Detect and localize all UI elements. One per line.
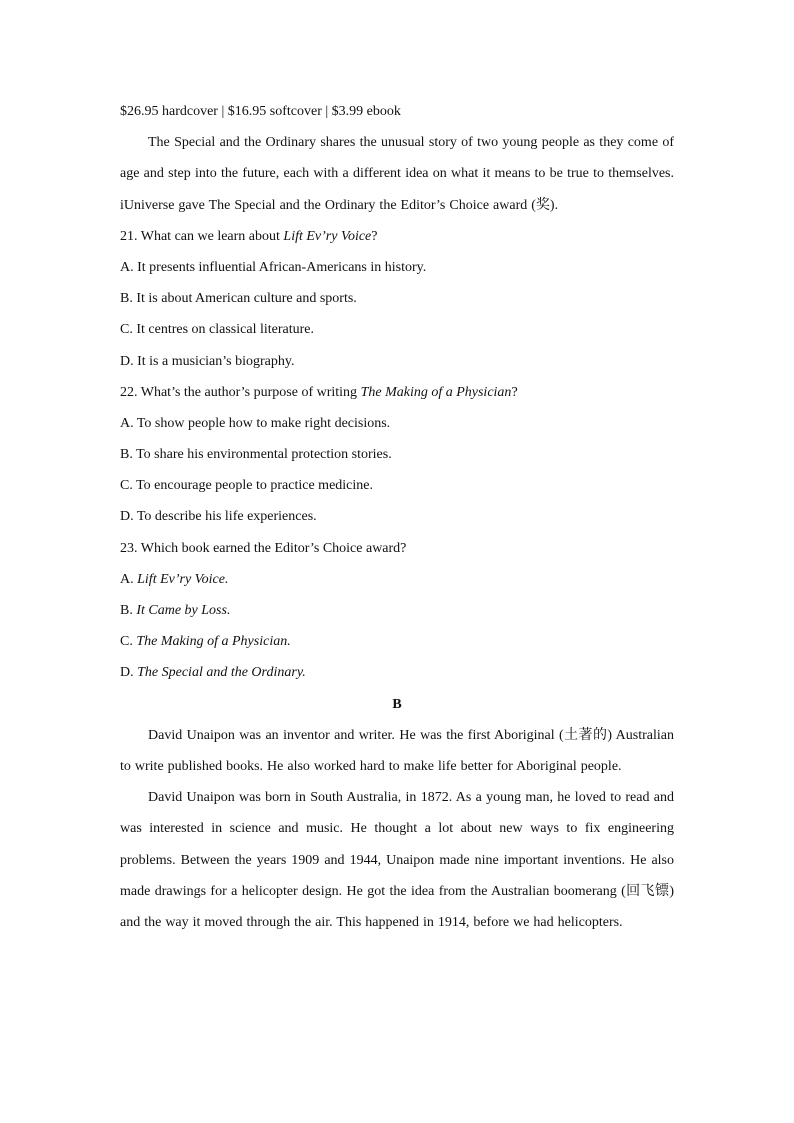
question-22-stem — [120, 377, 674, 408]
question-21-stem — [120, 221, 674, 252]
question-21-option-a: A. It presents influential African-Americans in history. — [120, 259, 427, 275]
question-21-book-title: Lift Ev’ry Voice — [283, 228, 372, 244]
option-title: The Making of a Physician. — [136, 634, 291, 650]
question-21-option-c: C. It centres on classical literature. — [120, 322, 314, 338]
option-letter: C. — [120, 634, 137, 650]
option-title: The Special and the Ordinary. — [137, 665, 306, 681]
document-page — [120, 96, 674, 938]
option-title: Lift Ev’ry Voice. — [137, 571, 229, 587]
option-letter: A. — [120, 571, 138, 587]
question-23-option-b — [120, 595, 674, 626]
question-21-stem-text: 21. What can we learn about — [120, 228, 284, 244]
option-letter: D. — [120, 665, 138, 681]
question-22-option-a: A. To show people how to make right decisions. — [120, 415, 391, 431]
question-21-option-d: D. It is a musician’s biography. — [120, 353, 295, 369]
option-title: It Came by Loss. — [136, 603, 231, 619]
question-21-stem-end: ? — [371, 228, 378, 244]
option-letter: B. — [120, 603, 137, 619]
question-22-stem-end: ? — [511, 384, 518, 400]
question-22-stem-text: 22. What’s the author’s purpose of writing — [120, 384, 361, 400]
question-22-option-c: C. To encourage people to practice medicine. — [120, 478, 373, 494]
unaipon-paragraph-2: David Unaipon was born in South Australia, in 1872. As a young man, he loved to read and was interested in science and music. He thought a lot about new ways to fix engineering problems. Between the years 1909 and 1944, Unaipon made nine important inventions. He also made drawings for a helicopter design. He got the idea from the Australian boomerang (回飞镖) and the way it moved through the air. This happened in 1914, before we had helicopters. — [120, 790, 674, 931]
question-23-stem: 23. Which book earned the Editor’s Choice award? — [120, 540, 407, 556]
price-line: $26.95 hardcover | $16.95 softcover | $3.99 ebook — [120, 104, 401, 119]
question-22-option-b: B. To share his environmental protection stories. — [120, 447, 392, 463]
unaipon-paragraph-1: David Unaipon was an inventor and writer. He was the first Aboriginal (土著的) Australian to write published books. He also worked hard to make life better for Aboriginal people. — [120, 727, 674, 774]
question-23-option-a — [120, 564, 674, 595]
special-ordinary-paragraph: The Special and the Ordinary shares the unusual story of two young people as they come of age and step into the future, each with a different idea on what it means to be true to themselves. iUniverse gave The Special and the Ordinary the Editor’s Choice award (奖). — [120, 135, 674, 213]
question-21-option-b: B. It is about American culture and sports. — [120, 291, 357, 307]
question-22-option-d: D. To describe his life experiences. — [120, 509, 317, 525]
question-22-book-title: The Making of a Physician — [360, 384, 512, 400]
section-b-heading: B — [392, 696, 402, 712]
question-23-option-c — [120, 626, 674, 657]
question-23-option-d — [120, 657, 674, 688]
